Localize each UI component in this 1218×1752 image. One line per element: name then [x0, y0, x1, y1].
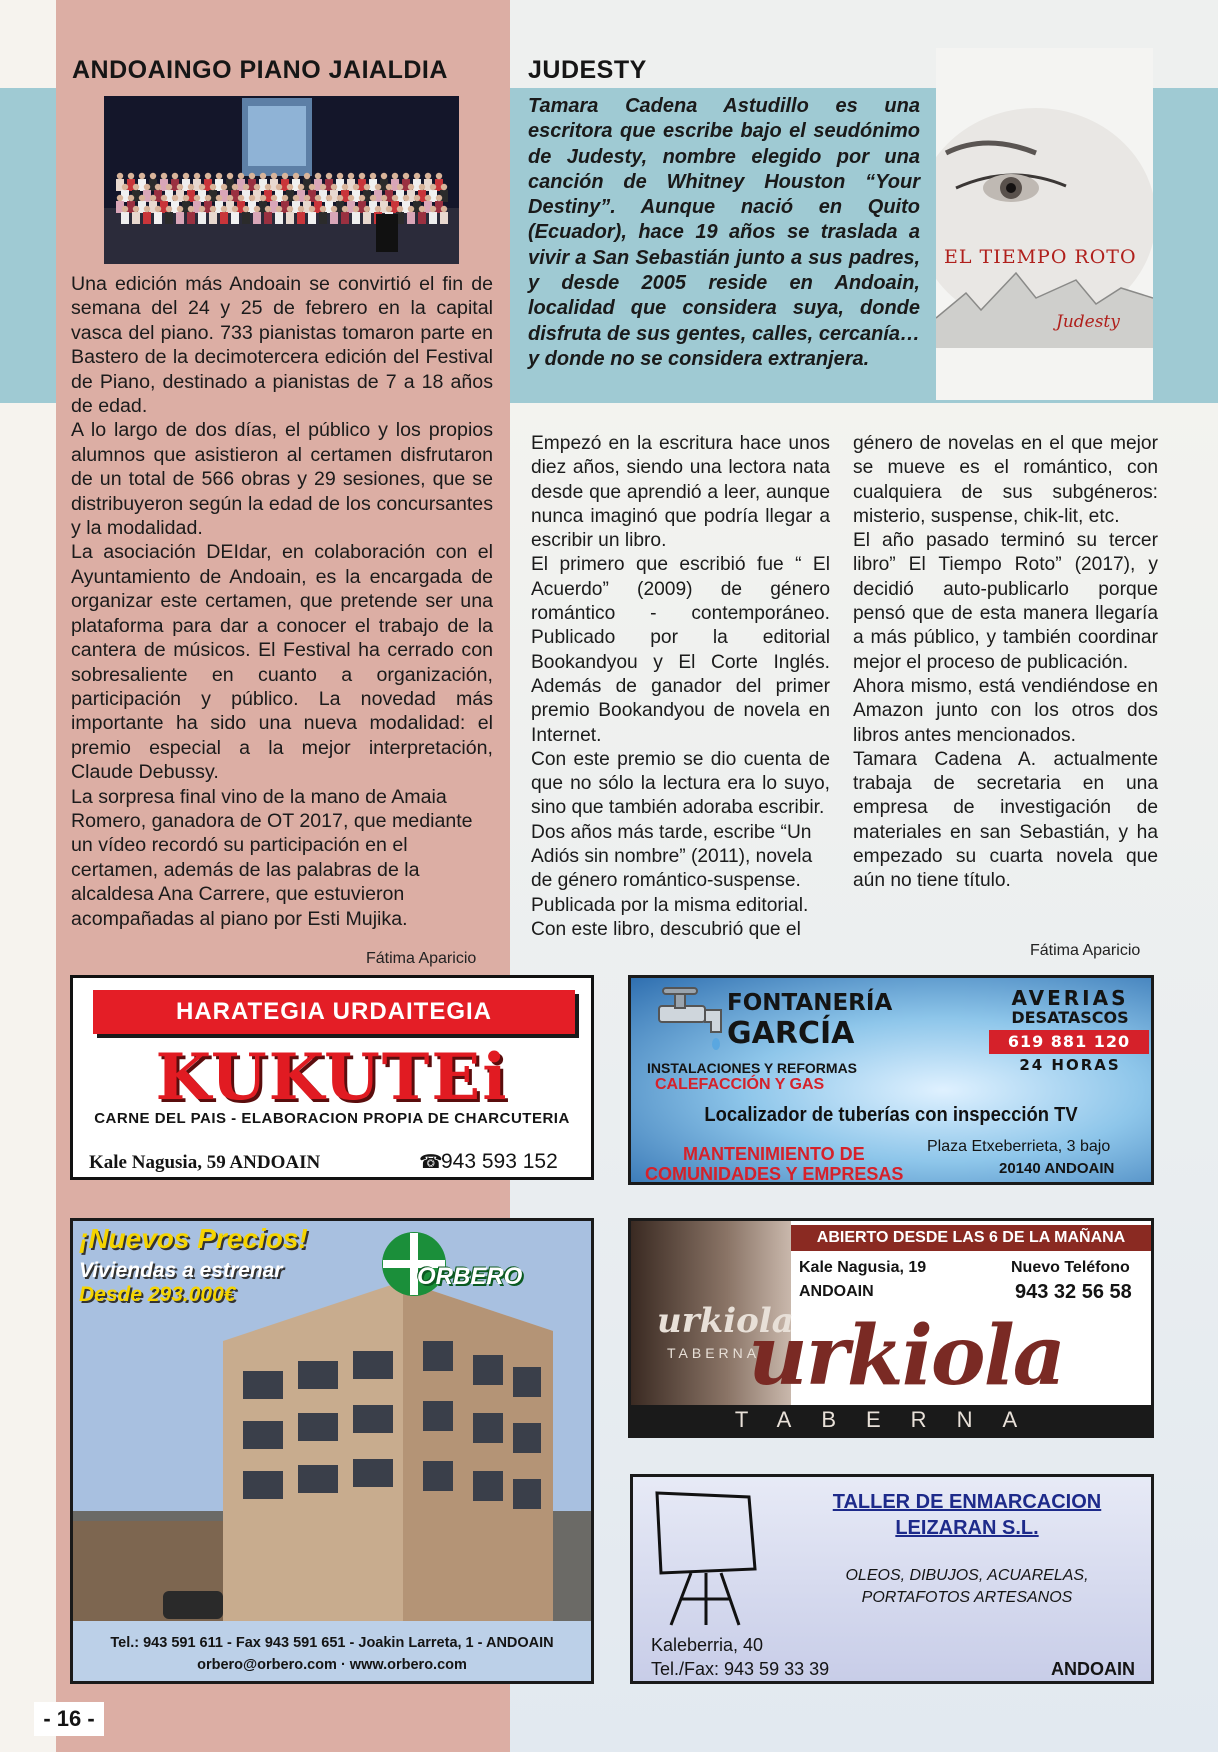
urkiola-sign: urkiola — [657, 1301, 794, 1341]
orbero-web: orbero@orbero.com · www.orbero.com — [197, 1657, 467, 1673]
orbero-sub-1: Viviendas a estrenar — [79, 1259, 283, 1282]
kukutei-logo: KUKUTEi — [155, 1040, 509, 1115]
judesty-signature: Fátima Aparicio — [1030, 942, 1141, 959]
urkiola-phone-label: Nuevo Teléfono — [1011, 1259, 1130, 1276]
judesty-paragraph: Tamara Cadena A. actualmente trabaja de secretaria en una empresa de investigación de materiales en san Sebastián, y ha empezado su cuarta novela que aún no tiene título. — [853, 748, 1158, 892]
calefaccion-label: CALEFACCIÓN Y GAS — [655, 1076, 825, 1093]
fontaneria-phone: 619 881 120 — [989, 1030, 1149, 1054]
easel-icon — [651, 1489, 761, 1629]
taller-title-1: TALLER DE ENMARCACION — [832, 1491, 1102, 1513]
fontaneria-ad[interactable] — [628, 975, 1154, 1185]
judesty-column-1 — [531, 432, 830, 942]
piano-paragraph: La asociación DEIdar, en colaboración con el Ayuntamiento de Andoain, es la encargada de organizar este certamen, que pretende ser una plataforma para dar a conocer el trabajo de la cantera de músicos. El Festival ha cerrado con sobresaliente en cuanto a organización, participación y público. La novedad más importante ha sido una nueva modalidad: el premio especial a la mejor interpretación, Claude Debussy. — [71, 541, 493, 784]
taller-desc-1: OLEOS, DIBUJOS, ACUARELAS, — [845, 1567, 1089, 1584]
kukutei-address: Kale Nagusia, 59 ANDOAIN — [89, 1152, 321, 1173]
orbero-headline: ¡Nuevos Precios! — [79, 1223, 308, 1254]
hours-label: 24 HORAS — [1019, 1056, 1121, 1074]
book-cover — [936, 48, 1153, 400]
piano-paragraph: A lo largo de dos días, el público y los propios alumnos que asistieron al certamen disfrutaron de un total de 566 obras y 29 sesiones, que se distribuyeron según la edad de los concursantes y la modalidad. — [71, 419, 493, 540]
urkiola-phone: 943 32 56 58 — [1015, 1281, 1132, 1303]
kukutei-ad[interactable] — [70, 975, 594, 1180]
faucet-icon — [649, 984, 729, 1064]
fontaneria-address-2: 20140 ANDOAIN — [999, 1160, 1115, 1177]
taller-phone: Tel./Fax: 943 59 33 39 — [651, 1659, 830, 1679]
taller-ad[interactable] — [630, 1474, 1154, 1684]
judesty-lead: Tamara Cadena Astudillo es una escritora que escribe bajo el seudónimo de Judesty, nombre elegido por una canción de Whitney Houston “Your Destiny”. Aunque nació en Quito (Ecuador), hace 19 años se traslada a vivir a San Sebastián junto a sus padres, y desde 2005 reside en Andoain, localidad que considera suya, donde disfruta de sus gentes, calles, cercanía… y donde no se considera extranjera. — [528, 95, 920, 370]
kukutei-banner: HARATEGIA URDAITEGIA — [93, 990, 575, 1034]
urkiola-address-2: ANDOAIN — [799, 1283, 874, 1300]
judesty-column-2 — [853, 432, 1158, 894]
orbero-logo: ORBERO — [417, 1263, 523, 1290]
kukutei-phone: 943 593 152 — [441, 1150, 558, 1173]
piano-article-body — [71, 272, 493, 931]
judesty-paragraph: Dos años más tarde, escribe “Un Adiós sin nombre” (2011), novela de género romántico-suspense. Publicada por la misma editorial. Con este libro, descubrió que el — [531, 821, 813, 940]
orbero-sub-2: Desde 293.000€ — [79, 1283, 236, 1306]
judesty-paragraph: Ahora mismo, está vendiéndose en Amazon junto con los otros dos libros antes mencionados. — [853, 675, 1158, 746]
mantenimiento-label-1: MANTENIMIENTO DE — [683, 1144, 865, 1164]
phone-icon: ☎ — [419, 1152, 443, 1173]
urkiola-ad[interactable] — [628, 1218, 1154, 1438]
urkiola-address-1: Kale Nagusia, 19 — [799, 1259, 927, 1276]
page-number: - 16 - — [34, 1702, 104, 1736]
piano-paragraph: Una edición más Andoain se convirtió el fin de semana del 24 y 25 de febrero en la capital vasca del piano. 733 pianistas tomaron parte en Bastero de la decimotercera edición del Festival de Piano, destinado a pianistas de 7 a 18 años de edad. — [71, 273, 493, 418]
fontaneria-address-1: Plaza Etxeberrieta, 3 bajo — [927, 1138, 1111, 1155]
judesty-paragraph: Empezó en la escritura hace unos diez años, siendo una lectora nata desde que aprendió a leer, aunque nunca imaginó que podría llegar a escribir un libro. — [531, 433, 830, 552]
judesty-paragraph: El año pasado terminó su tercer libro” El Tiempo Roto” (2017), y decidió auto-publicarlo porque pensó que de esta manera llegaría a más público, y también coordinar mejor el proceso de publicación. — [853, 530, 1158, 673]
taller-desc-2: PORTAFOTOS ARTESANOS — [861, 1589, 1073, 1606]
judesty-paragraph: género de novelas en el que mejor se mueve es el romántico, con cualquiera de sus subgéneros: misterio, suspense, chik-lit, etc. — [853, 433, 1158, 527]
piano-signature: Fátima Aparicio — [366, 950, 477, 967]
urkiola-banner: ABIERTO DESDE LAS 6 DE LA MAÑANA — [791, 1225, 1151, 1251]
urkiola-sign-sub: TABERNA — [667, 1345, 761, 1361]
kukutei-tagline: CARNE DEL PAIS - ELABORACION PROPIA DE CHARCUTERIA — [94, 1110, 570, 1127]
desatascos-label: DESATASCOS — [1011, 1008, 1129, 1027]
fontaneria-name-1: FONTANERÍA — [727, 990, 893, 1016]
mantenimiento-label-2: COMUNIDADES Y EMPRESAS — [645, 1164, 904, 1184]
fontaneria-name-2: GARCÍA — [727, 1016, 855, 1051]
piano-paragraph: La sorpresa final vino de la mano de Amaia Romero, ganadora de OT 2017, que mediante un vídeo recordó su participación en el certamen, además de las palabras de la alcaldesa Ana Carrere, que estuvieron acompañadas al piano por Esti Mujika. — [71, 785, 473, 930]
urkiola-sub: TABERNA — [631, 1405, 1151, 1435]
averias-label: AVERIAS — [1011, 986, 1129, 1010]
judesty-paragraph: Con este premio se dio cuenta de que no sólo la lectura era lo suyo, sino que también adoraba escribir. — [531, 748, 830, 819]
judesty-title: JUDESTY — [528, 56, 647, 84]
taller-address: Kaleberria, 40 — [651, 1635, 764, 1655]
orbero-ad[interactable] — [70, 1218, 594, 1684]
judesty-paragraph: El primero que escribió fue “ El Acuerdo” (2009) de género romántico - contemporáneo. Publicado por la editorial Bookandyou y El Corte Inglés. Además de ganador del primer premio Bookandyou de novela en Internet. — [531, 554, 830, 746]
urkiola-logo: urkiola — [748, 1308, 1064, 1404]
instalaciones-label: INSTALACIONES Y REFORMAS — [647, 1060, 858, 1076]
localizador-label: Localizador de tuberías con inspección TV — [704, 1104, 1078, 1126]
piano-article-title: ANDOAINGO PIANO JAIALDIA — [72, 56, 448, 84]
book-author: Judesty — [1056, 312, 1120, 332]
orbero-contact: Tel.: 943 591 611 - Fax 943 591 651 - Joakin Larreta, 1 - ANDOAIN — [110, 1635, 554, 1651]
taller-town: ANDOAIN — [1051, 1659, 1135, 1679]
book-title: EL TIEMPO ROTO — [944, 246, 1137, 268]
concert-photo — [104, 96, 459, 264]
taller-title-2: LEIZARAN S.L. — [895, 1517, 1039, 1539]
